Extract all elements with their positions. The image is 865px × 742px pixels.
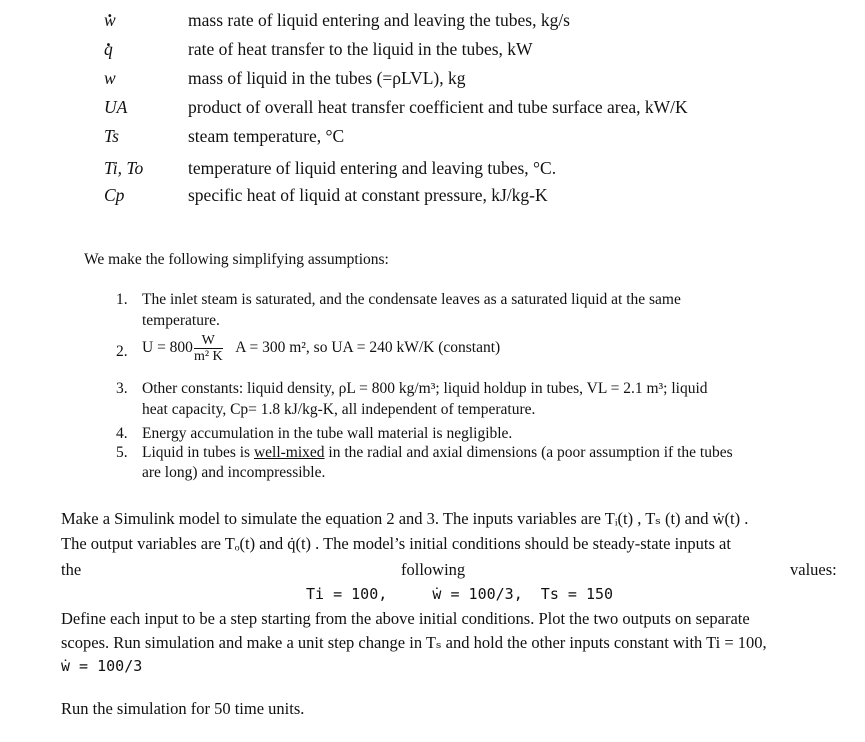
- task-line-3-right: values:: [790, 560, 837, 579]
- task-line-2: The output variables are Tₒ(t) and q̇(t) . The model’s initial conditions should be steady-state inputs at: [61, 534, 731, 553]
- symbol-ti-to: Ti, To: [104, 158, 144, 178]
- fraction-denominator: m² K: [193, 349, 223, 364]
- item-number-1: 1.: [116, 291, 128, 308]
- symbol-ua: UA: [104, 97, 128, 117]
- initial-values: Ti = 100, ẇ = 100/3, Ts = 150: [306, 585, 614, 603]
- assumption-5-line2: are long) and incompressible.: [142, 464, 326, 481]
- task-line-8: Run the simulation for 50 time units.: [61, 699, 305, 718]
- task-line-6: scopes. Run simulation and make a unit step change in Tₛ and hold the other inputs constant with Ti = 100,: [61, 633, 767, 652]
- assumption-5-post: in the radial and axial dimensions (a poor assumption if the tubes: [324, 444, 733, 461]
- item-number-3: 3.: [116, 380, 128, 397]
- definition-cp: specific heat of liquid at constant pressure, kJ/kg-K: [188, 185, 548, 205]
- symbol-ts: Ts: [104, 126, 119, 146]
- definition-qdot: rate of heat transfer to the liquid in the tubes, kW: [188, 39, 533, 59]
- assumption-5-line1: [142, 444, 733, 462]
- assumption-5-underlined: well-mixed: [253, 444, 325, 461]
- area-ua: A = 300 m², so UA = 240 kW/K (constant): [235, 339, 501, 357]
- assumption-2: [142, 333, 500, 364]
- assumption-1-line1: The inlet steam is saturated, and the condensate leaves as a saturated liquid at the same: [142, 291, 681, 308]
- assumption-1-line2: temperature.: [142, 312, 220, 329]
- assumption-4: Energy accumulation in the tube wall material is negligible.: [142, 425, 513, 442]
- item-number-5: 5.: [116, 444, 128, 461]
- task-line-3-mid: following: [401, 560, 466, 579]
- u-value: U = 800: [142, 339, 193, 357]
- definition-ua: product of overall heat transfer coefficient and tube surface area, kW/K: [188, 97, 688, 117]
- task-line-5: Define each input to be a step starting from the above initial conditions. Plot the two outputs on separate: [61, 609, 750, 628]
- task-line-7: ẇ = 100/3: [61, 657, 143, 675]
- assumption-5-pre: Liquid in tubes is: [142, 444, 254, 461]
- symbol-qdot: . q: [104, 39, 113, 60]
- assumption-3-line2: heat capacity, Cp= 1.8 kJ/kg-K, all independent of temperature.: [142, 401, 536, 418]
- u-units-fraction: [194, 333, 223, 364]
- item-number-4: 4.: [116, 425, 128, 442]
- definition-wdot: mass rate of liquid entering and leaving the tubes, kg/s: [188, 10, 570, 30]
- symbol-wdot: . w: [104, 10, 116, 31]
- symbol-w: w: [104, 68, 116, 88]
- item-number-2: 2.: [116, 343, 128, 360]
- fraction-numerator: W: [194, 333, 223, 349]
- definition-ti-to: temperature of liquid entering and leaving tubes, °C.: [188, 158, 557, 178]
- task-line-3-left: the: [61, 560, 82, 579]
- definition-w: mass of liquid in the tubes (=ρLVL), kg: [188, 68, 466, 88]
- definition-ts: steam temperature, °C: [188, 126, 345, 146]
- assumption-3-line1: Other constants: liquid density, ρL = 800 kg/m³; liquid holdup in tubes, VL = 2.1 m³; liquid: [142, 380, 708, 397]
- symbol-cp: Cp: [104, 185, 125, 205]
- task-line-1: Make a Simulink model to simulate the equation 2 and 3. The inputs variables are Tᵢ(t) , Tₛ (t) and ẇ(t) .: [61, 509, 749, 528]
- assumptions-intro: We make the following simplifying assumptions:: [84, 251, 389, 268]
